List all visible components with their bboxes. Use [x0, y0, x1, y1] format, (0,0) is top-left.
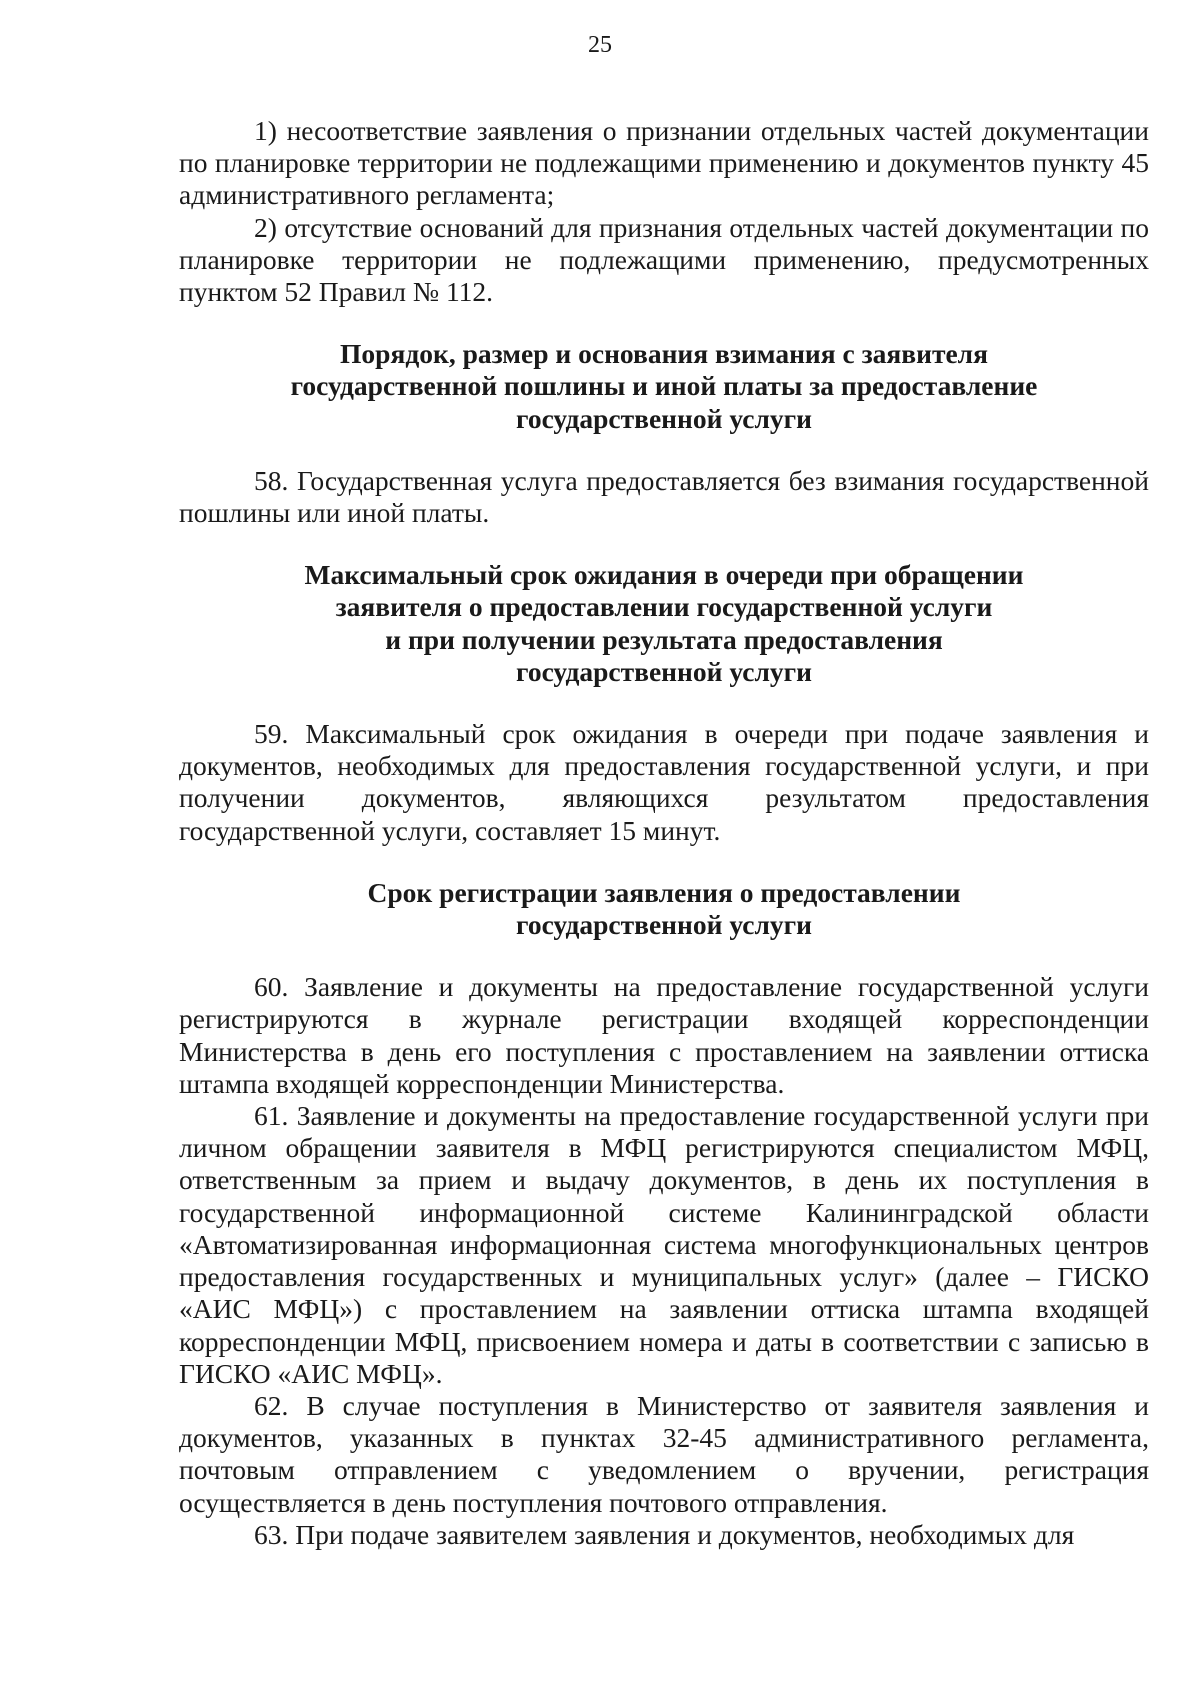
- section-heading-line: государственной услуги: [516, 655, 812, 687]
- paragraph: 1) несоответствие заявления о признании отдельных частей документации по планировке территории не подлежащими применению и документов пункту 45 административного регламента;: [179, 115, 1149, 211]
- paragraph: 60. Заявление и документы на предоставление государственной услуги регистрируются в журнале регистрации входящей корреспонденции Министерства в день его поступления с проставлением на заявлении оттиска штампа входящей корреспонденции Министерства.: [179, 971, 1149, 1099]
- section-heading: [179, 877, 1149, 941]
- section-heading: [179, 559, 1149, 688]
- section-heading-line: Максимальный срок ожидания в очереди при обращении: [304, 559, 1024, 591]
- page-number: 25: [588, 32, 612, 58]
- paragraph: 2) отсутствие оснований для признания отдельных частей документации по планировке территории не подлежащими применению, предусмотренных пунктом 52 Правил № 112.: [179, 211, 1149, 308]
- section-heading-line: государственной услуги: [516, 402, 812, 434]
- paragraph: 59. Максимальный срок ожидания в очереди при подаче заявления и документов, необходимых для предоставления государственной услуги, и при получении документов, являющихся результатом предоставления государственной услуги, составляет 15 минут.: [179, 718, 1149, 846]
- section-heading-line: государственной услуги: [516, 909, 812, 941]
- paragraph: 63. При подаче заявителем заявления и документов, необходимых для: [254, 1518, 1075, 1550]
- paragraph: 62. В случае поступления в Министерство от заявителя заявления и документов, указанных в пунктах 32-45 административного регламента, почтовым отправлением с уведомлением о вручении, регистрация осуществляется в день поступления почтового отправления.: [179, 1389, 1149, 1518]
- document-body: [179, 115, 1149, 1551]
- section-heading-line: заявителя о предоставлении государственной услуги: [335, 591, 993, 623]
- section-heading-line: и при получении результата предоставления: [385, 623, 943, 655]
- section-heading-line: Порядок, размер и основания взимания с заявителя: [340, 338, 988, 370]
- paragraph: 58. Государственная услуга предоставляется без взимания государственной пошлины или иной платы.: [179, 464, 1149, 529]
- section-heading-line: государственной пошлины и иной платы за предоставление: [290, 370, 1038, 402]
- section-heading-line: Срок регистрации заявления о предоставлении: [367, 876, 961, 908]
- section-heading: [179, 338, 1149, 435]
- paragraph: 61. Заявление и документы на предоставление государственной услуги при личном обращении заявителя в МФЦ регистрируются специалистом МФЦ, ответственным за прием и выдачу документов, в день их поступления в государственной информационной системе Калининградской области «Автоматизированная информационная система многофункциональных центров предоставления государственных и муниципальных услуг» (далее – ГИСКО «АИС МФЦ») с проставлением на заявлении оттиска штампа входящей корреспонденции МФЦ, присвоением номера и даты в соответствии с записью в ГИСКО «АИС МФЦ».: [179, 1100, 1149, 1389]
